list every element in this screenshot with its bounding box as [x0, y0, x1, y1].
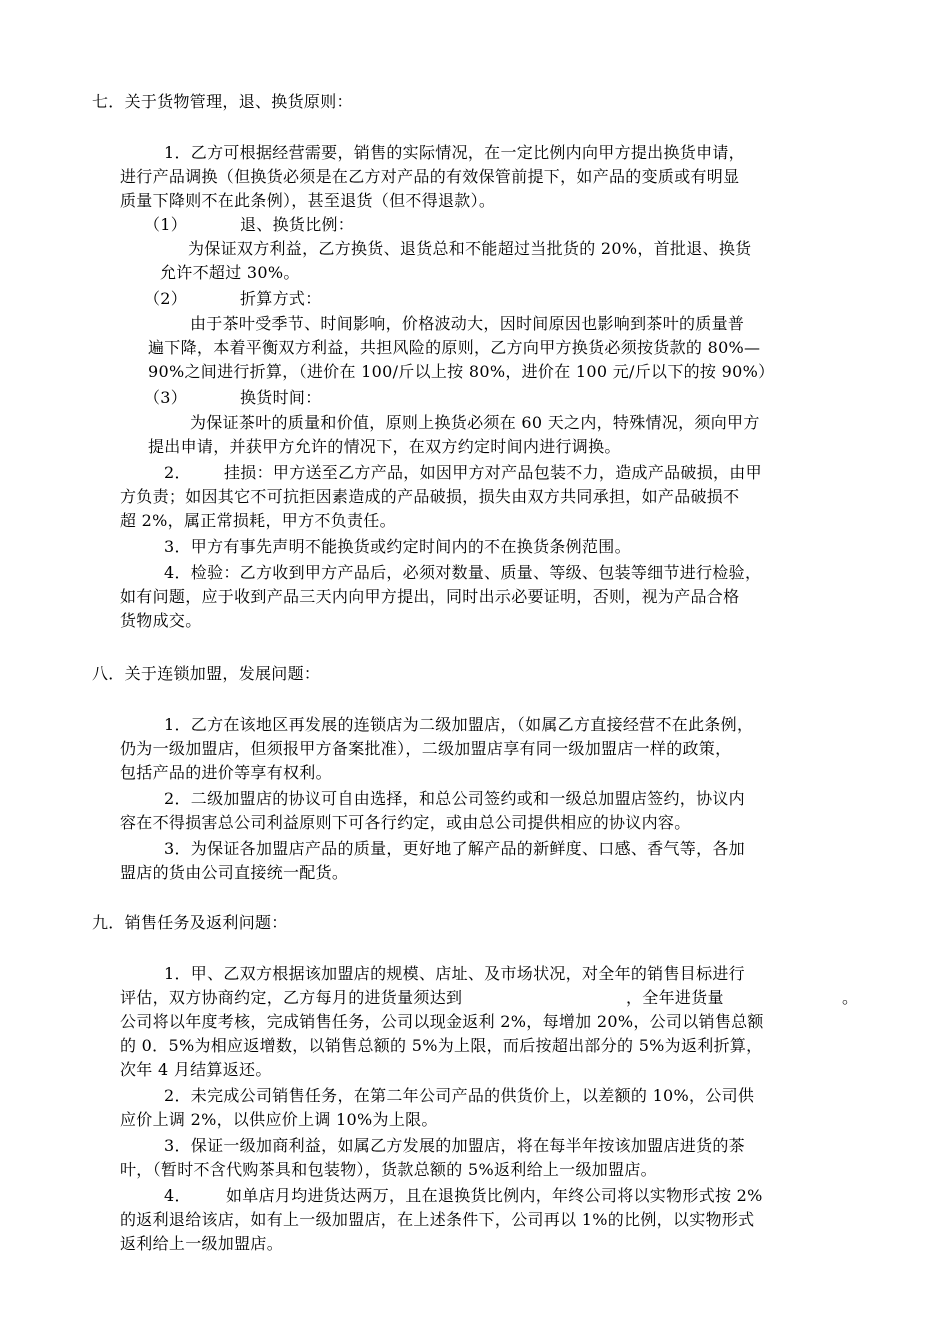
sec9-p4-line1: 如单店月均进货达两万，且在退换货比例内，年终公司将以实物形式按 2% [226, 1186, 763, 1205]
sub2-text-line3: 90%之间进行折算，（进价在 100/斤以上按 80%，进价在 100 元/斤以下的按 90%） [148, 362, 775, 381]
sec7-p1-line2: 进行产品调换（但换货必须是在乙方对产品的有效保管前提下，如产品的变质或有明显 [120, 167, 740, 186]
sec9-p4-line2: 的返利退给该店，如有上一级加盟店，在上述条件下，公司再以 1%的比例，以实物形式 [120, 1210, 755, 1229]
sec9-p1-line2c: 。 [842, 988, 859, 1007]
sub3-text-line2: 提出申请，并获甲方允许的情况下，在双方约定时间内进行调换。 [148, 437, 621, 456]
sec8-p1-line1: 1．乙方在该地区再发展的连锁店为二级加盟店，（如属乙方直接经营不在此条例， [164, 715, 754, 734]
sec7-p2-line3: 超 2%，属正常损耗，甲方不负责任。 [120, 511, 396, 530]
sec9-p1-line2b: ，全年进货量 [626, 988, 724, 1007]
sec7-p2-line1: 挂损：甲方送至乙方产品，如因甲方对产品包装不力，造成产品破损，由甲 [224, 463, 762, 482]
sub3-number: （3） [144, 388, 188, 407]
section-9-heading: 九．销售任务及返利问题： [92, 913, 288, 932]
sec9-p1-line1: 1．甲、乙双方根据该加盟店的规模、店址、及市场状况，对全年的销售目标进行 [164, 964, 745, 983]
section-7-heading: 七．关于货物管理，退、换货原则： [92, 92, 353, 111]
sec7-p4-line2: 如有问题，应于收到产品三天内向甲方提出，同时出示必要证明，否则，视为产品合格 [120, 587, 740, 606]
sub3-title: 换货时间： [240, 388, 322, 407]
section-8-heading: 八．关于连锁加盟，发展问题： [92, 664, 321, 683]
sec9-p3-line1: 3．保证一级加商利益，如属乙方发展的加盟店，将在每半年按该加盟店进货的茶 [164, 1136, 745, 1155]
sec9-p4-number: 4． [164, 1186, 191, 1205]
sec7-p2-line2: 方负责；如因其它不可抗拒因素造成的产品破损，损失由双方共同承担，如产品破损不 [120, 487, 740, 506]
sec8-p1-line3: 包括产品的进价等享有权利。 [120, 763, 332, 782]
sec7-p4-line1: 4．检验：乙方收到甲方产品后，必须对数量、质量、等级、包装等细节进行检验， [164, 563, 762, 582]
sec9-p3-line2: 叶，（暂时不含代购茶具和包装物），货款总额的 5%返利给上一级加盟店。 [120, 1160, 657, 1179]
sec9-p1-line2a: 评估，双方协商约定，乙方每月的进货量须达到 [120, 988, 463, 1007]
sub2-number: （2） [144, 289, 188, 308]
sec9-p4-line3: 返利给上一级加盟店。 [120, 1234, 284, 1253]
sec8-p2-line2: 容在不得损害总公司利益原则下可各行约定，或由总公司提供相应的协议内容。 [120, 813, 691, 832]
sub2-text-line1: 由于茶叶受季节、时间影响，价格波动大，因时间原因也影响到茶叶的质量普 [190, 314, 745, 333]
sec7-p1-line3: 质量下降则不在此条例），甚至退货（但不得退款）。 [120, 191, 496, 210]
sec8-p2-line1: 2．二级加盟店的协议可自由选择，和总公司签约或和一级总加盟店签约，协议内 [164, 789, 745, 808]
sec7-p3: 3．甲方有事先声明不能换货或约定时间内的不在换货条例范围。 [164, 537, 631, 556]
sub1-text-line2: 允许不超过 30%。 [160, 263, 300, 282]
sec8-p3-line1: 3．为保证各加盟店产品的质量，更好地了解产品的新鲜度、口感、香气等，各加 [164, 839, 745, 858]
sec9-p1-line4: 的 0．5%为相应返增数，以销售总额的 5%为上限，而后按超出部分的 5%为返利折算， [120, 1036, 763, 1055]
sec9-p1-line5: 次年 4 月结算返还。 [120, 1060, 272, 1079]
sub1-title: 退、换货比例： [240, 215, 355, 234]
sub1-number: （1） [144, 215, 188, 234]
sub3-text-line1: 为保证茶叶的质量和价值，原则上换货必须在 60 天之内，特殊情况，须向甲方 [190, 413, 760, 432]
sub2-title: 折算方式： [240, 289, 322, 308]
sec9-p2-line2: 应价上调 2%，以供应价上调 10%为上限。 [120, 1110, 438, 1129]
sec8-p3-line2: 盟店的货由公司直接统一配货。 [120, 863, 349, 882]
sub1-text-line1: 为保证双方利益，乙方换货、退货总和不能超过当批货的 20%，首批退、换货 [188, 239, 752, 258]
sec8-p1-line2: 仍为一级加盟店，但须报甲方备案批准），二级加盟店享有同一级加盟店一样的政策， [120, 739, 732, 758]
sec9-p2-line1: 2．未完成公司销售任务，在第二年公司产品的供货价上，以差额的 10%，公司供 [164, 1086, 755, 1105]
sec7-p2-number: 2． [164, 463, 191, 482]
sec7-p1-line1: 1．乙方可根据经营需要，销售的实际情况，在一定比例内向甲方提出换货申请， [164, 143, 745, 162]
sub2-text-line2: 遍下降，本着平衡双方利益，共担风险的原则，乙方向甲方换货必须按货款的 80%— [148, 338, 761, 357]
sec9-p1-line3: 公司将以年度考核，完成销售任务，公司以现金返利 2%，每增加 20%，公司以销售总额 [120, 1012, 764, 1031]
sec7-p4-line3: 货物成交。 [120, 611, 202, 630]
